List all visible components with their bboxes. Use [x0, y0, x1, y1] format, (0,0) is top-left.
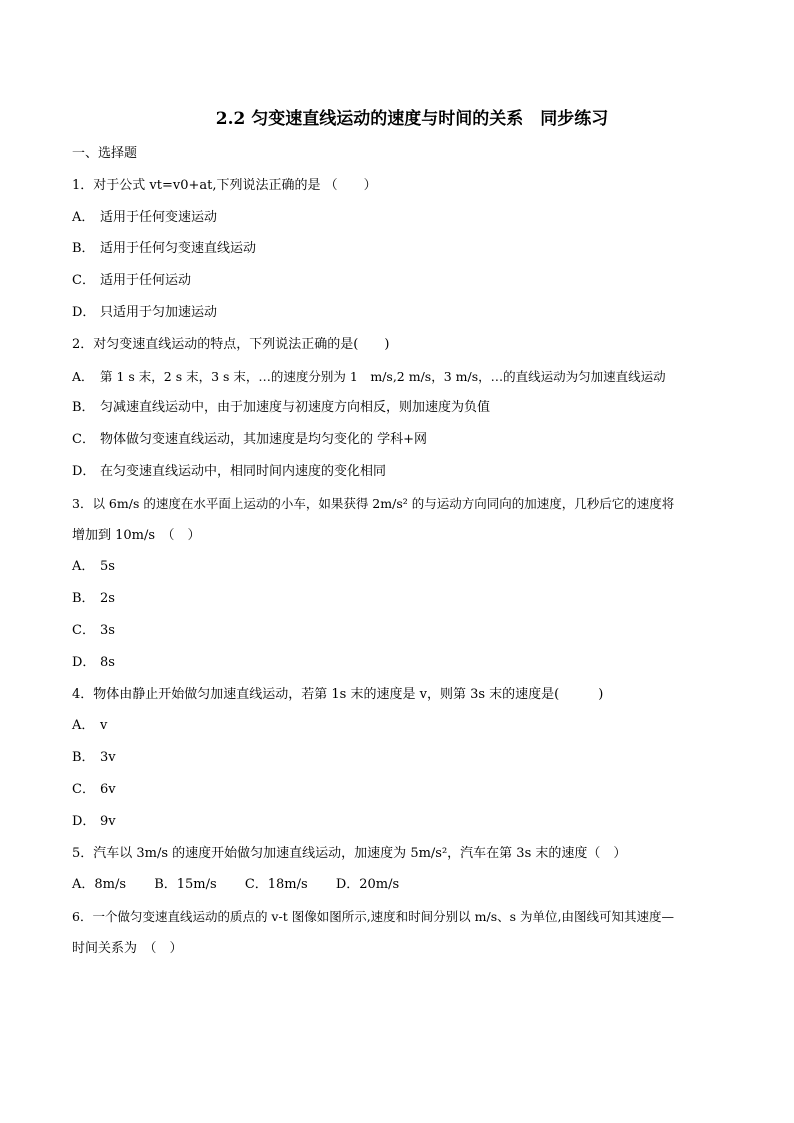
question-2-option-d: [72, 464, 386, 480]
question-4-stem: 4．物体由静止开始做匀加速直线运动，若第 1s 末的速度是 v，则第 3s 末的速度是( ): [72, 687, 604, 702]
option-label: B．: [72, 750, 95, 765]
question-3-option-c: [72, 623, 115, 639]
option-label: B．: [154, 877, 177, 892]
question-2-stem: 2．对匀变速直线运动的特点，下列说法正确的是( ): [72, 337, 390, 352]
question-1-option-d: [72, 305, 217, 321]
option-label: A．: [72, 369, 94, 384]
option-label: A．: [72, 559, 95, 574]
option-text: 只适用于匀加速运动: [100, 305, 218, 320]
option-text: 15m/s: [176, 877, 217, 892]
option-label: C．: [72, 782, 95, 797]
question-1-option-a: [72, 210, 217, 226]
question-5-options: [72, 877, 423, 893]
question-6-stem-line-1: 6．一个做匀变速直线运动的质点的 v-t 图像如图所示,速度和时间分别以 m/s、s 为单位,由图线可知其速度—: [72, 909, 674, 924]
question-2-option-c: [72, 432, 427, 448]
option-text: 适用于任何运动: [100, 273, 192, 288]
question-2-option-a: [72, 369, 666, 385]
option-text: 物体做匀变速直线运动，其加速度是均匀变化的 学科+网: [100, 432, 428, 447]
question-1-option-b: [72, 241, 256, 257]
option-label: C．: [72, 623, 95, 638]
inline-option-c: [245, 877, 308, 893]
question-5-stem: 5．汽车以 3m/s 的速度开始做匀加速直线运动，加速度为 5m/s²，汽车在第 3s 末的速度（ ）: [72, 846, 627, 861]
question-4-option-a: [72, 718, 107, 734]
question-4-option-c: [72, 782, 116, 798]
option-text: 8m/s: [94, 877, 127, 892]
option-label: D．: [72, 464, 96, 479]
question-4-option-d: [72, 814, 116, 830]
option-label: A．: [72, 718, 95, 733]
option-label: D．: [335, 877, 360, 892]
option-text: 9v: [100, 814, 116, 829]
question-1-stem: 1．对于公式 vt=v0+at,下列说法正确的是 （ ）: [72, 178, 377, 193]
option-label: C．: [244, 877, 268, 892]
option-text: v: [100, 718, 108, 733]
page-title: 2.2 匀变速直线运动的速度与时间的关系 同步练习: [215, 109, 609, 129]
question-3-option-d: [72, 655, 115, 671]
option-text: 6v: [100, 782, 116, 797]
option-text: 在匀变速直线运动中，相同时间内速度的变化相同: [100, 464, 387, 479]
option-label: D．: [72, 814, 96, 829]
option-text: 3s: [100, 623, 115, 638]
option-label: C．: [72, 432, 95, 447]
option-label: B．: [72, 241, 95, 256]
option-text: 18m/s: [267, 877, 308, 892]
option-text: 第 1 s 末，2 s 末，3 s 末，…的速度分别为 1 m/s,2 m/s，3 m/s，…的直线运动为匀加速直线运动: [100, 369, 666, 384]
option-label: B．: [72, 591, 95, 606]
question-3-stem-line-2: 增加到 10m/s （ ）: [72, 528, 201, 543]
question-3-option-a: [72, 559, 115, 575]
option-label: D．: [72, 305, 96, 320]
option-label: B．: [72, 400, 95, 415]
option-label: D．: [72, 655, 96, 670]
question-4-option-b: [72, 750, 116, 766]
option-label: C．: [72, 273, 95, 288]
question-2-option-b: [72, 400, 490, 416]
question-6-stem-line-2: 时间关系为 （ ）: [72, 941, 183, 956]
question-3-option-b: [72, 591, 115, 607]
option-text: 适用于任何匀变速直线运动: [100, 241, 257, 256]
question-3-stem-line-1: 3．以 6m/s 的速度在水平面上运动的小车，如果获得 2m/s² 的与运动方向同向的加速度，几秒后它的速度将: [72, 496, 675, 511]
inline-option-d: [336, 877, 399, 893]
option-text: 5s: [100, 559, 115, 574]
section-heading: 一、选择题: [72, 146, 138, 161]
option-text: 2s: [100, 591, 115, 606]
option-text: 3v: [100, 750, 116, 765]
option-label: A．: [72, 210, 95, 225]
option-text: 8s: [100, 655, 115, 670]
inline-option-a: [72, 877, 126, 893]
inline-option-b: [154, 877, 216, 893]
option-label: A．: [72, 877, 95, 892]
option-text: 匀减速直线运动中，由于加速度与初速度方向相反，则加速度为负值: [100, 400, 491, 415]
question-1-option-c: [72, 273, 191, 289]
option-text: 20m/s: [359, 877, 400, 892]
option-text: 适用于任何变速运动: [100, 210, 218, 225]
